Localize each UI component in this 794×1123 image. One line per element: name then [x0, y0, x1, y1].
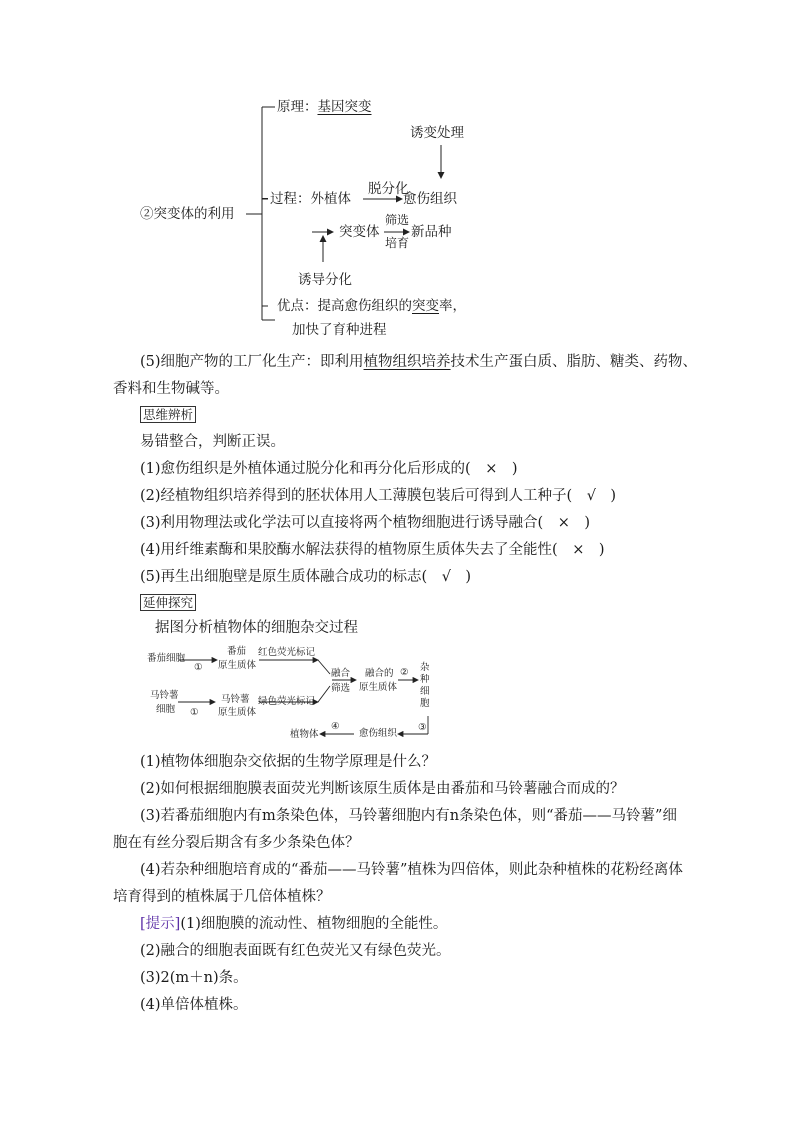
- section-think-title: 思维辨析: [140, 406, 196, 423]
- potato-proto-a: 马铃薯: [221, 694, 250, 705]
- mutant-label: 突变体: [339, 224, 380, 240]
- screen-label-2: 筛选: [331, 683, 351, 694]
- hybrid-char: 杂: [420, 662, 430, 673]
- section-think-intro: 易错整合，判断正误。: [140, 434, 285, 450]
- hybrid-char: 细: [420, 686, 430, 697]
- advantage-row: [277, 297, 466, 315]
- question-4-line1: (4)若杂种细胞培育成的“番茄——马铃薯”植株为四倍体，则此杂种植株的花粉经离体: [140, 862, 683, 878]
- step-1-top: ①: [194, 662, 203, 673]
- question-2: (2)如何根据细胞膜表面荧光判断该原生质体是由番茄和马铃薯融合而成的？: [140, 781, 625, 797]
- step-3: ③: [418, 722, 427, 733]
- hint-label: [提示]: [140, 916, 181, 932]
- judge-item: (4)用纤维素酶和果胶酶水解法获得的植物原生质体失去了全能性( × ): [140, 542, 605, 558]
- tomato-proto-b: 原生质体: [218, 660, 257, 671]
- process-row: [270, 190, 351, 208]
- adv-text-b: 率，: [439, 298, 466, 314]
- para5-text-b: 技术生产蛋白质、脂肪、糖类、药物、: [450, 354, 698, 370]
- answer-1-text: (1)细胞膜的流动性、植物细胞的全能性。: [180, 916, 448, 932]
- dediff-label: 脱分化: [368, 181, 409, 197]
- tomato-cell: 番茄细胞: [147, 653, 186, 664]
- process-dash: [262, 198, 268, 199]
- explant-label: 外植体: [310, 191, 351, 207]
- answer-1: [140, 914, 447, 934]
- hybrid-cell-vertical: [420, 662, 430, 710]
- answer-2: (2)融合的细胞表面既有红色荧光又有绿色荧光。: [140, 943, 451, 959]
- callus-label: 愈伤组织: [403, 191, 457, 207]
- potato-cell-a: 马铃薯: [150, 690, 179, 701]
- para5-line1: [140, 352, 697, 372]
- judge-item: (5)再生出细胞壁是原生质体融合成功的标志( √ ): [140, 569, 472, 585]
- mutagen-label: 诱变处理: [410, 125, 464, 141]
- principle-value: 基因突变: [317, 99, 372, 115]
- induce-label: 诱导分化: [298, 272, 352, 288]
- question-1: (1)植物体细胞杂交依据的生物学原理是什么？: [140, 754, 437, 770]
- tomato-proto-a: 番茄: [227, 646, 247, 657]
- plant-label: 植物体: [290, 729, 319, 740]
- screen-label: 筛选: [385, 213, 410, 227]
- callus-label-2: 愈伤组织: [359, 728, 398, 739]
- green-mark: 绿色荧光标记: [258, 696, 316, 707]
- principle-row: [277, 98, 372, 116]
- answer-3: (3)2(m＋n)条。: [140, 970, 248, 986]
- question-3-line2: 胞在有丝分裂后期含有多少条染色体？: [113, 835, 360, 851]
- potato-cell-b: 细胞: [156, 704, 176, 715]
- hybrid-char: 胞: [420, 698, 430, 709]
- culture-label: 培育: [385, 236, 410, 250]
- adv-line2: 加快了育种进程: [292, 322, 387, 338]
- judge-item: (2)经植物组织培养得到的胚状体用人工薄膜包装后可得到人工种子( √ ): [140, 488, 617, 504]
- potato-proto-b: 原生质体: [218, 707, 257, 718]
- adv-text-a: 提高愈伤组织的: [317, 298, 412, 314]
- fusion-label: 融合: [331, 668, 351, 679]
- new-variety-label: 新品种: [411, 224, 452, 240]
- red-mark: 红色荧光标记: [258, 647, 316, 658]
- judge-item: (3)利用物理法或化学法可以直接将两个植物细胞进行诱导融合( × ): [140, 515, 591, 531]
- principle-prefix: 原理：: [277, 99, 318, 115]
- adv-mutation: 突变: [412, 298, 439, 314]
- para5-text-a: (5)细胞产物的工厂化生产：即利用: [140, 354, 364, 370]
- step-1-bottom: ①: [190, 707, 199, 718]
- section-explore-title: 延伸探究: [140, 594, 196, 611]
- process-prefix: 过程：: [270, 191, 311, 207]
- question-3-line1: (3)若番茄细胞内有m条染色体，马铃薯细胞内有n条染色体，则“番茄——马铃薯”细: [140, 808, 677, 824]
- question-4-line2: 培育得到的植株属于几倍体植株？: [113, 889, 331, 905]
- fused-a: 融合的: [365, 668, 394, 679]
- answer-4: (4)单倍体植株。: [140, 997, 248, 1013]
- step-2: ②: [400, 667, 409, 678]
- judge-item: (1)愈伤组织是外植体通过脱分化和再分化后形成的( × ): [140, 461, 518, 477]
- para5-underline: 植物组织培养: [363, 354, 451, 370]
- step-4: ④: [331, 721, 340, 732]
- diagram-root-label: ②突变体的利用: [140, 206, 235, 222]
- section-explore-intro: 据图分析植物体的细胞杂交过程: [155, 620, 358, 636]
- adv-prefix: 优点：: [277, 298, 318, 314]
- para5-line2: 香料和生物碱等。: [113, 381, 229, 397]
- hybrid-char: 种: [420, 674, 430, 685]
- fused-b: 原生质体: [359, 682, 398, 693]
